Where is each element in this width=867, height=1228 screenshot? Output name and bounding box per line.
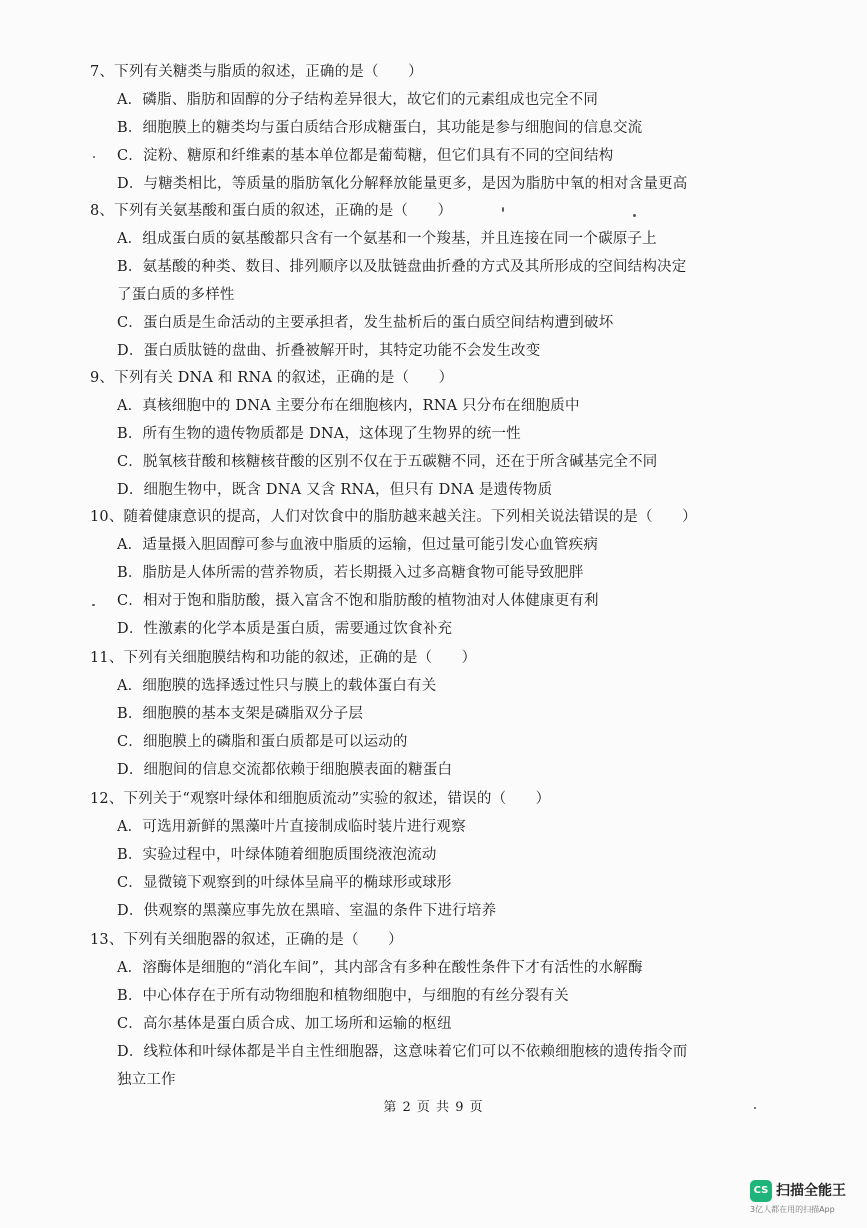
question-13-stem: 13、下列有关细胞器的叙述，正确的是（ ） bbox=[90, 932, 403, 948]
scanner-app-name: 扫描全能王 bbox=[776, 1183, 846, 1199]
question-10-stem: 10、随着健康意识的提高，人们对饮食中的脂肪越来越关注。下列相关说法错误的是（ ） bbox=[90, 509, 697, 525]
question-10-option-b: B．脂肪是人体所需的营养物质，若长期摄入过多高糖食物可能导致肥胖 bbox=[117, 565, 584, 581]
camscanner-logo-icon: CS bbox=[750, 1180, 772, 1202]
page-number-footer: 第 2 页 共 9 页 bbox=[383, 1100, 484, 1115]
question-9-option-b: B．所有生物的遗传物质都是 DNA，这体现了生物界的统一性 bbox=[117, 426, 521, 442]
question-9-option-d: D．细胞生物中，既含 DNA 又含 RNA，但只有 DNA 是遗传物质 bbox=[117, 482, 553, 498]
question-7-option-b: B．细胞膜上的糖类均与蛋白质结合形成糖蛋白，其功能是参与细胞间的信息交流 bbox=[117, 120, 643, 136]
question-11-option-b: B．细胞膜的基本支架是磷脂双分子层 bbox=[117, 706, 364, 722]
question-7-option-d: D．与糖类相比，等质量的脂肪氧化分解释放能量更多，是因为脂肪中氧的相对含量更高 bbox=[117, 176, 688, 192]
question-11-stem: 11、下列有关细胞膜结构和功能的叙述，正确的是（ ） bbox=[90, 650, 477, 666]
question-8-stem: 8、下列有关氨基酸和蛋白质的叙述，正确的是（ ） bbox=[90, 203, 453, 219]
scanner-watermark bbox=[750, 1180, 860, 1220]
question-10-option-d: D．性激素的化学本质是蛋白质，需要通过饮食补充 bbox=[117, 621, 453, 637]
question-12-option-b: B．实验过程中，叶绿体随着细胞质围绕液泡流动 bbox=[117, 847, 437, 863]
question-11-option-c: C．细胞膜上的磷脂和蛋白质都是可以运动的 bbox=[117, 734, 408, 750]
question-10-option-a: A．适量摄入胆固醇可参与血液中脂质的运输，但过量可能引发心血管疾病 bbox=[117, 537, 599, 553]
scan-speck bbox=[633, 214, 636, 217]
question-12-stem: 12、下列关于“观察叶绿体和细胞质流动”实验的叙述，错误的（ ） bbox=[90, 791, 551, 807]
scan-speck bbox=[754, 1107, 756, 1109]
question-8-option-c: C．蛋白质是生命活动的主要承担者，发生盐析后的蛋白质空间结构遭到破坏 bbox=[117, 315, 614, 331]
question-11-option-a: A．细胞膜的选择透过性只与膜上的载体蛋白有关 bbox=[117, 678, 437, 694]
scan-speck bbox=[502, 207, 504, 212]
question-13-option-c: C．高尔基体是蛋白质合成、加工场所和运输的枢纽 bbox=[117, 1016, 452, 1032]
question-12-option-a: A．可选用新鲜的黑藻叶片直接制成临时装片进行观察 bbox=[117, 819, 466, 835]
scan-speck bbox=[93, 156, 95, 158]
question-13-option-b: B．中心体存在于所有动物细胞和植物细胞中，与细胞的有丝分裂有关 bbox=[117, 988, 569, 1004]
question-7-option-c: C．淀粉、糖原和纤维素的基本单位都是葡萄糖，但它们具有不同的空间结构 bbox=[117, 148, 614, 164]
question-13-option-a: A．溶酶体是细胞的“消化车间”，其内部含有多种在酸性条件下才有活性的水解酶 bbox=[117, 960, 643, 976]
question-9-option-a: A．真核细胞中的 DNA 主要分布在细胞核内，RNA 只分布在细胞质中 bbox=[117, 398, 580, 414]
question-8-option-b: B．氨基酸的种类、数目、排列顺序以及肽链盘曲折叠的方式及其所形成的空间结构决定 bbox=[117, 259, 687, 275]
question-7-stem: 7、下列有关糖类与脂质的叙述，正确的是（ ） bbox=[90, 64, 423, 80]
question-13-option-d: D．线粒体和叶绿体都是半自主性细胞器，这意味着它们可以不依赖细胞核的遗传指令而 bbox=[117, 1044, 688, 1060]
question-8-option-d: D．蛋白质肽链的盘曲、折叠被解开时，其特定功能不会发生改变 bbox=[117, 343, 541, 359]
question-13-option-d-continued: 独立工作 bbox=[117, 1072, 176, 1088]
question-10-option-c: C．相对于饱和脂肪酸，摄入富含不饱和脂肪酸的植物油对人体健康更有利 bbox=[117, 593, 599, 609]
question-9-option-c: C．脱氧核苷酸和核糖核苷酸的区别不仅在于五碳糖不同，还在于所含碱基完全不同 bbox=[117, 454, 658, 470]
question-11-option-d: D．细胞间的信息交流都依赖于细胞膜表面的糖蛋白 bbox=[117, 762, 453, 778]
question-12-option-c: C．显微镜下观察到的叶绿体呈扁平的椭球形或球形 bbox=[117, 875, 452, 891]
question-7-option-a: A．磷脂、脂肪和固醇的分子结构差异很大，故它们的元素组成也完全不同 bbox=[117, 92, 599, 108]
question-12-option-d: D．供观察的黑藻应事先放在黑暗、室温的条件下进行培养 bbox=[117, 903, 497, 919]
scanner-tagline: 3亿人都在用的扫描App bbox=[750, 1205, 835, 1214]
question-9-stem: 9、下列有关 DNA 和 RNA 的叙述，正确的是（ ） bbox=[90, 370, 454, 386]
scan-speck bbox=[92, 604, 95, 606]
question-8-option-a: A．组成蛋白质的氨基酸都只含有一个氨基和一个羧基，并且连接在同一个碳原子上 bbox=[117, 231, 657, 247]
question-8-option-b-continued: 了蛋白质的多样性 bbox=[117, 287, 235, 303]
